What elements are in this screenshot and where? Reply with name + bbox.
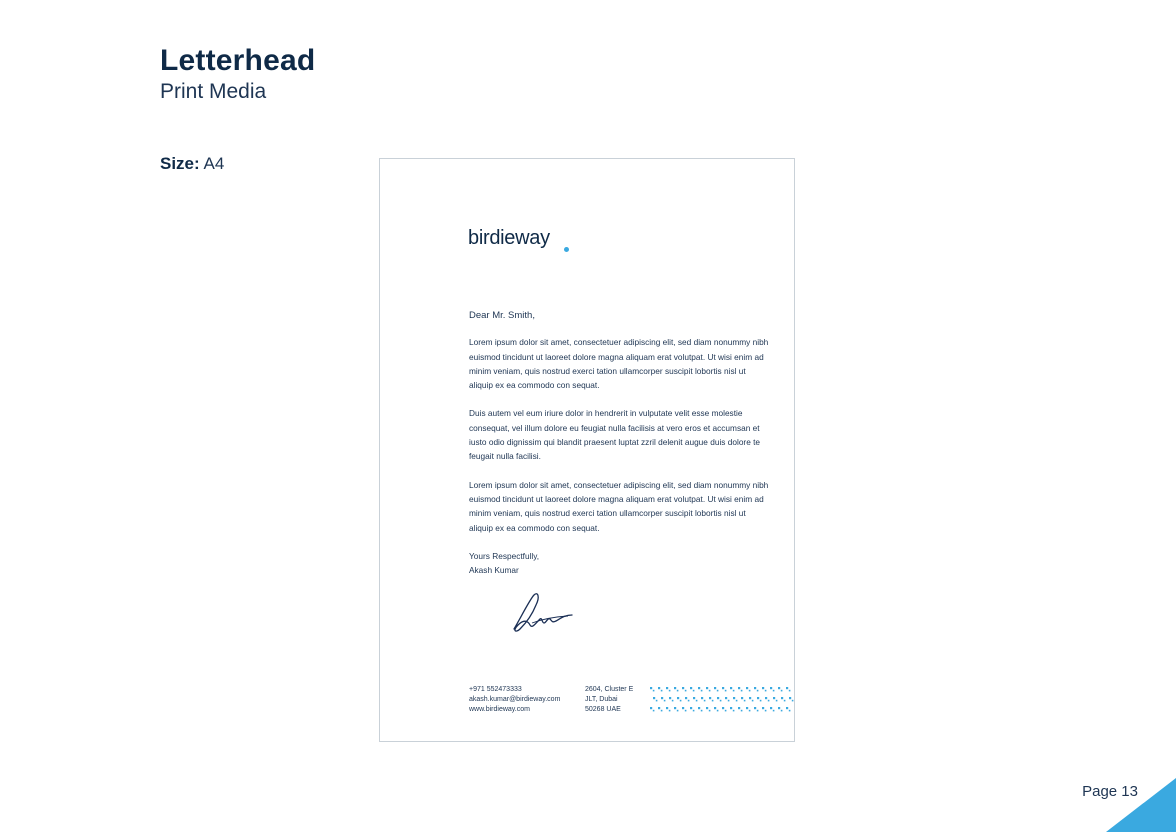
- pattern-dot: [677, 697, 679, 699]
- pattern-dot: [786, 707, 788, 709]
- pattern-dot: [712, 700, 714, 702]
- pattern-dot: [738, 707, 740, 709]
- pattern-dot: [765, 690, 767, 692]
- letterhead-preview: [379, 158, 795, 742]
- pattern-dot: [664, 700, 666, 702]
- pattern-dot: [725, 697, 727, 699]
- pattern-dot: [730, 707, 732, 709]
- pattern-dot: [669, 690, 671, 692]
- pattern-dot: [674, 707, 676, 709]
- page-title: Letterhead: [160, 44, 316, 77]
- pattern-dot: [650, 707, 652, 709]
- pattern-dot: [784, 700, 786, 702]
- pattern-dot: [757, 697, 759, 699]
- pattern-dot: [653, 710, 655, 712]
- footer-address-line1: 2604, Cluster E: [585, 686, 634, 693]
- pattern-dot: [682, 707, 684, 709]
- pattern-dot: [704, 700, 706, 702]
- pattern-dot: [746, 707, 748, 709]
- pattern-dot: [669, 697, 671, 699]
- pattern-dot: [722, 687, 724, 689]
- pattern-dot: [744, 700, 746, 702]
- letter-body: [469, 309, 769, 577]
- pattern-dot: [698, 707, 700, 709]
- pattern-dot: [685, 710, 687, 712]
- pattern-dot: [730, 687, 732, 689]
- size-value: A4: [203, 154, 225, 173]
- pattern-dot: [709, 710, 711, 712]
- pattern-dot: [688, 700, 690, 702]
- pattern-dot: [725, 690, 727, 692]
- size-spec: [160, 154, 224, 174]
- pattern-dot: [722, 707, 724, 709]
- size-label: Size:: [160, 154, 200, 173]
- signature-icon: [510, 589, 576, 635]
- pattern-dot: [674, 687, 676, 689]
- pattern-dot: [709, 690, 711, 692]
- pattern-dot: [709, 697, 711, 699]
- pattern-dot: [778, 687, 780, 689]
- pattern-dot: [757, 690, 759, 692]
- pattern-dot: [701, 697, 703, 699]
- pattern-dot: [733, 697, 735, 699]
- footer-email: akash.kumar@birdieway.com: [469, 696, 561, 703]
- pattern-dot: [728, 700, 730, 702]
- pattern-dot: [781, 710, 783, 712]
- pattern-dot: [778, 707, 780, 709]
- pattern-dot: [666, 687, 668, 689]
- pattern-dot: [749, 697, 751, 699]
- page-subtitle: Print Media: [160, 80, 267, 103]
- pattern-dot: [658, 707, 660, 709]
- pattern-dot: [749, 710, 751, 712]
- pattern-dot: [698, 687, 700, 689]
- pattern-dot: [773, 697, 775, 699]
- pattern-dot: [714, 707, 716, 709]
- pattern-dot: [789, 710, 791, 712]
- footer-address-line2: JLT, Dubai: [585, 696, 618, 703]
- pattern-dot: [741, 690, 743, 692]
- pattern-dot: [736, 700, 738, 702]
- pattern-dot: [661, 697, 663, 699]
- pattern-dot: [762, 707, 764, 709]
- pattern-dot: [720, 700, 722, 702]
- pattern-dot: [781, 697, 783, 699]
- pattern-dot: [680, 700, 682, 702]
- pattern-dot: [656, 700, 658, 702]
- letter-paragraph-1: Lorem ipsum dolor sit amet, consectetuer adipiscing elit, sed diam nonummy nibh euismod tincidunt ut laoreet dolore magna aliquam erat volutpat. Ut wisi enim ad minim veniam, quis nostrud exerci tation ullamcorper suscipit lobortis nisl ut aliquip ex ea commodo con sequat.: [469, 337, 769, 391]
- pattern-dot: [693, 690, 695, 692]
- pattern-dot: [717, 710, 719, 712]
- pattern-dot: [765, 710, 767, 712]
- pattern-dot: [706, 707, 708, 709]
- footer-website: www.birdieway.com: [469, 706, 530, 713]
- pattern-dot: [792, 700, 794, 702]
- page-number: Page 13: [1082, 783, 1138, 800]
- pattern-dot: [749, 690, 751, 692]
- pattern-dot: [682, 687, 684, 689]
- footer-pattern-icon: [648, 684, 795, 714]
- pattern-dot: [781, 690, 783, 692]
- letter-greeting: Dear Mr. Smith,: [469, 310, 535, 321]
- pattern-dot: [773, 690, 775, 692]
- pattern-dot: [746, 687, 748, 689]
- pattern-dot: [752, 700, 754, 702]
- footer-contact: [469, 685, 560, 715]
- pattern-dot: [733, 710, 735, 712]
- letter-paragraph-3: Lorem ipsum dolor sit amet, consectetuer adipiscing elit, sed diam nonummy nibh euismod tincidunt ut laoreet dolore magna aliquam erat volutpat. Ut wisi enim ad minim veniam, quis nostrud exerci tation ullamcorper suscipit lobortis nisl ut aliquip ex ea commodo con sequat.: [469, 479, 769, 533]
- pattern-dot: [685, 690, 687, 692]
- pattern-dot: [741, 710, 743, 712]
- pattern-dot: [685, 697, 687, 699]
- pattern-dot: [725, 710, 727, 712]
- pattern-dot: [693, 710, 695, 712]
- pattern-dot: [754, 687, 756, 689]
- footer-address: [585, 685, 633, 715]
- letter-closing: Yours Respectfully,: [469, 550, 540, 561]
- logo-dot-icon: [564, 247, 569, 252]
- pattern-dot: [701, 710, 703, 712]
- pattern-dot: [653, 690, 655, 692]
- pattern-dot: [696, 700, 698, 702]
- pattern-dot: [757, 710, 759, 712]
- brand-logo: birdieway: [468, 227, 550, 249]
- corner-triangle-icon: [1106, 778, 1176, 832]
- pattern-dot: [690, 687, 692, 689]
- pattern-dot: [714, 687, 716, 689]
- pattern-dot: [677, 710, 679, 712]
- pattern-dot: [786, 687, 788, 689]
- pattern-dot: [677, 690, 679, 692]
- pattern-dot: [776, 700, 778, 702]
- pattern-dot: [661, 690, 663, 692]
- pattern-dot: [738, 687, 740, 689]
- pattern-dot: [701, 690, 703, 692]
- pattern-dot: [770, 707, 772, 709]
- pattern-dot: [741, 697, 743, 699]
- pattern-dot: [768, 700, 770, 702]
- footer-address-line3: 50268 UAE: [585, 706, 621, 713]
- pattern-dot: [661, 710, 663, 712]
- pattern-dot: [773, 710, 775, 712]
- pattern-dot: [666, 707, 668, 709]
- pattern-dot: [754, 707, 756, 709]
- pattern-dot: [650, 687, 652, 689]
- pattern-dot: [762, 687, 764, 689]
- pattern-dot: [717, 690, 719, 692]
- letter-sender: Akash Kumar: [469, 565, 519, 576]
- pattern-dot: [669, 710, 671, 712]
- pattern-dot: [706, 687, 708, 689]
- pattern-dot: [789, 690, 791, 692]
- pattern-dot: [653, 697, 655, 699]
- pattern-dot: [693, 697, 695, 699]
- pattern-dot: [765, 697, 767, 699]
- pattern-dot: [717, 697, 719, 699]
- letter-paragraph-2: Duis autem vel eum iriure dolor in hendrerit in vulputate velit esse molestie consequat, vel illum dolore eu feugiat nulla facilisis at vero eros et accumsan et iusto odio dignissim qui blandit praesent luptat zzril delenit augue duis dolore te feugait nulla facilisi.: [469, 408, 761, 462]
- footer-phone: +971 552473333: [469, 686, 522, 693]
- pattern-dot: [770, 687, 772, 689]
- pattern-dot: [789, 697, 791, 699]
- pattern-dot: [733, 690, 735, 692]
- pattern-dot: [760, 700, 762, 702]
- pattern-dot: [658, 687, 660, 689]
- pattern-dot: [672, 700, 674, 702]
- pattern-dot: [690, 707, 692, 709]
